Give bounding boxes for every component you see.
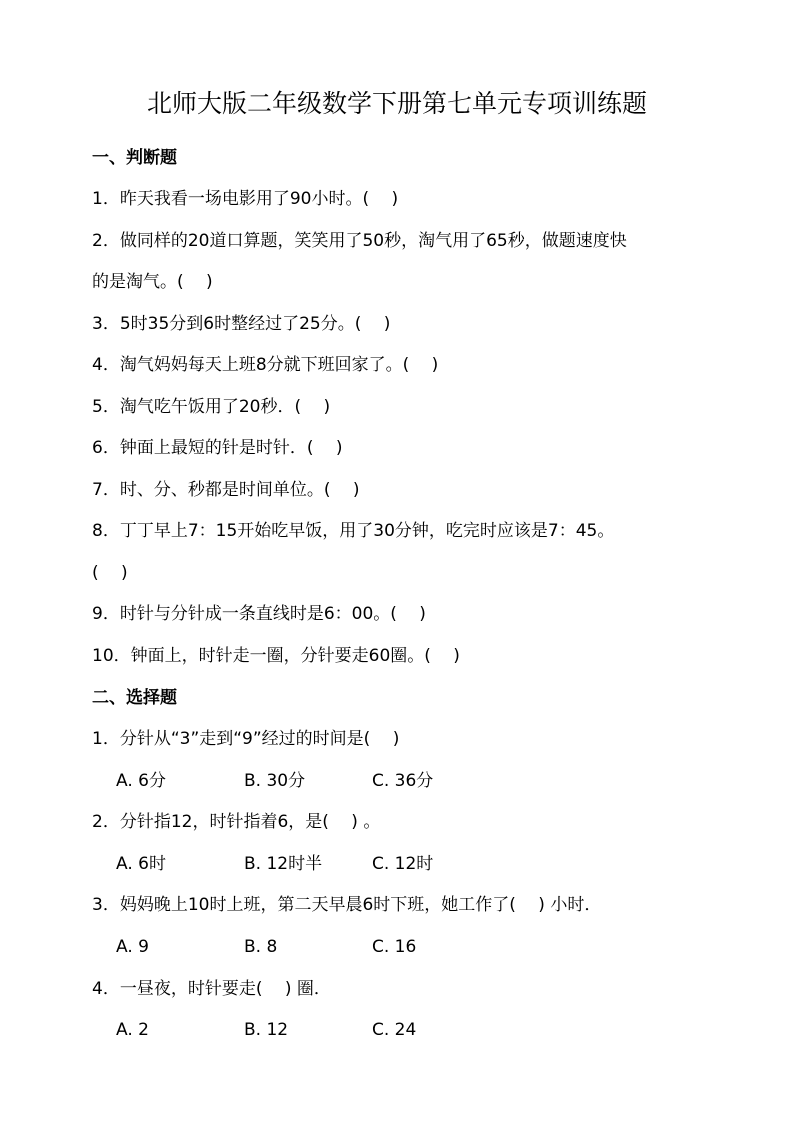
- tf-question-7: 7．时、分、秒都是时间单位。( ): [92, 480, 360, 500]
- mc-question-2-option-b: B. 12时半: [244, 854, 323, 874]
- mc-question-1-option-c: C. 36分: [372, 771, 434, 791]
- mc-question-4-option-c: C. 24: [372, 1020, 417, 1040]
- tf-question-5: 5．淘气吃午饭用了20秒．( ): [92, 397, 331, 417]
- mc-question-2-option-a: A. 6时: [116, 854, 166, 874]
- tf-question-2-continued: 的是淘气。( ): [92, 272, 213, 292]
- tf-question-4: 4．淘气妈妈每天上班8分就下班回家了。( ): [92, 355, 439, 375]
- page-title: 北师大版二年级数学下册第七单元专项训练题: [146, 89, 647, 118]
- tf-question-10: 10．钟面上，时针走一圈，分针要走60圈。( ): [92, 646, 460, 666]
- mc-question-4-option-a: A. 2: [116, 1020, 149, 1040]
- mc-question-4-option-b: B. 12: [244, 1020, 289, 1040]
- mc-question-3: 3．妈妈晚上10时上班，第二天早晨6时下班，她工作了( ) 小时．: [92, 895, 602, 915]
- tf-question-8: 8．丁丁早上7：15开始吃早饭，用了30分钟，吃完时应该是7：45。: [92, 521, 615, 541]
- section-heading-multiple-choice: 二、选择题: [92, 688, 177, 708]
- tf-question-9: 9．时针与分针成一条直线时是6：00。( ): [92, 604, 426, 624]
- mc-question-1-option-a: A. 6分: [116, 771, 166, 791]
- tf-question-8-continued: ( ): [92, 563, 128, 583]
- mc-question-1: 1．分针从“3”走到“9”经过的时间是( ): [92, 729, 400, 749]
- mc-question-3-option-c: C. 16: [372, 937, 417, 957]
- mc-question-2-option-c: C. 12时: [372, 854, 434, 874]
- tf-question-3: 3．5时35分到6时整经过了25分。( ): [92, 314, 391, 334]
- section-heading-true-false: 一、判断题: [92, 148, 177, 168]
- mc-question-2: 2．分针指12，时针指着6，是( ) 。: [92, 812, 381, 832]
- tf-question-2: 2．做同样的20道口算题，笑笑用了50秒，淘气用了65秒，做题速度快: [92, 231, 627, 251]
- mc-question-1-option-b: B. 30分: [244, 771, 306, 791]
- mc-question-4: 4．一昼夜，时针要走( ) 圈．: [92, 979, 331, 999]
- mc-question-3-option-b: B. 8: [244, 937, 278, 957]
- tf-question-1: 1．昨天我看一场电影用了90小时。( ): [92, 189, 399, 209]
- mc-question-3-option-a: A. 9: [116, 937, 149, 957]
- tf-question-6: 6．钟面上最短的针是时针．( ): [92, 438, 343, 458]
